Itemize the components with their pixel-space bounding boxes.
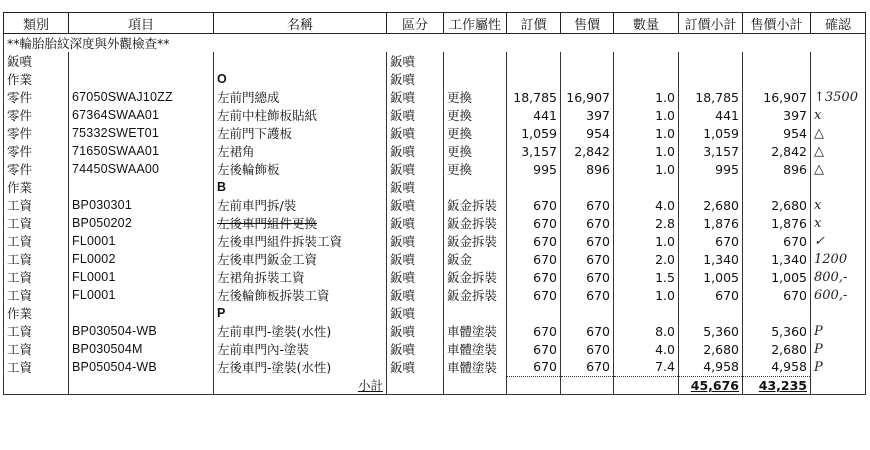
table-row <box>4 214 866 232</box>
row-sell-subtotal: 16,907 <box>743 88 811 106</box>
row-list-subtotal: 441 <box>679 106 743 124</box>
row-category: 作業 <box>4 178 69 196</box>
row-item-code: BP030504-WB <box>69 322 214 340</box>
row-name: 左後輪飾板 <box>214 160 387 178</box>
row-list-subtotal: 1,005 <box>679 268 743 286</box>
row-list-subtotal <box>679 52 743 70</box>
col-header-category: 類別 <box>4 13 69 34</box>
row-item-code: FL0002 <box>69 250 214 268</box>
row-sell-price: 397 <box>561 106 614 124</box>
row-sell-price: 670 <box>561 196 614 214</box>
row-confirm-mark: ↑3500 <box>811 88 866 106</box>
row-category: 零件 <box>4 106 69 124</box>
row-quantity: 4.0 <box>614 340 679 358</box>
row-list-subtotal: 4,958 <box>679 358 743 376</box>
row-list-subtotal: 1,876 <box>679 214 743 232</box>
row-list-price <box>507 52 561 70</box>
row-name: 左前中柱飾板貼紙 <box>214 106 387 124</box>
row-list-subtotal: 2,680 <box>679 196 743 214</box>
row-name: 左前車門拆/裝 <box>214 196 387 214</box>
row-work-attribute: 更換 <box>444 88 507 106</box>
row-sell-price: 670 <box>561 232 614 250</box>
row-confirm-mark: △ <box>811 142 866 160</box>
row-name: 左後車門-塗裝(水性) <box>214 358 387 376</box>
col-header-division: 區分 <box>387 13 444 34</box>
estimate-table <box>3 12 866 395</box>
row-name: P <box>214 304 387 322</box>
row-quantity: 1.0 <box>614 160 679 178</box>
row-division: 鈑噴 <box>387 70 444 88</box>
row-sell-subtotal <box>743 304 811 322</box>
row-quantity: 1.0 <box>614 286 679 304</box>
row-confirm-mark: P <box>811 322 866 340</box>
row-list-price: 670 <box>507 250 561 268</box>
row-sell-price: 954 <box>561 124 614 142</box>
row-division: 鈑噴 <box>387 52 444 70</box>
row-quantity <box>614 70 679 88</box>
row-confirm-mark: x <box>811 106 866 124</box>
row-division: 鈑噴 <box>387 232 444 250</box>
row-work-attribute: 鈑金拆裝 <box>444 286 507 304</box>
row-division: 鈑噴 <box>387 304 444 322</box>
row-list-subtotal <box>679 304 743 322</box>
row-sell-subtotal: 1,876 <box>743 214 811 232</box>
row-item-code: BP030504M <box>69 340 214 358</box>
row-list-subtotal: 1,059 <box>679 124 743 142</box>
row-name: 左後車門組件更換 <box>214 214 387 232</box>
row-quantity: 2.0 <box>614 250 679 268</box>
row-division: 鈑噴 <box>387 214 444 232</box>
table-row <box>4 124 866 142</box>
row-category: 作業 <box>4 70 69 88</box>
row-work-attribute: 更換 <box>444 124 507 142</box>
row-item-code: BP050504-WB <box>69 358 214 376</box>
row-work-attribute: 更換 <box>444 106 507 124</box>
row-category: 作業 <box>4 304 69 322</box>
row-division: 鈑噴 <box>387 178 444 196</box>
row-quantity: 8.0 <box>614 322 679 340</box>
row-work-attribute: 鈑金 <box>444 250 507 268</box>
table-row <box>4 160 866 178</box>
row-sell-price: 670 <box>561 250 614 268</box>
row-sell-price: 896 <box>561 160 614 178</box>
row-sell-subtotal: 1,005 <box>743 268 811 286</box>
row-item-code: FL0001 <box>69 286 214 304</box>
row-item-code <box>69 304 214 322</box>
row-item-code: FL0001 <box>69 268 214 286</box>
row-list-subtotal: 5,360 <box>679 322 743 340</box>
row-division: 鈑噴 <box>387 160 444 178</box>
list-price-total: 45,676 <box>679 376 743 395</box>
row-confirm-mark: x <box>811 196 866 214</box>
row-item-code <box>69 52 214 70</box>
table-row <box>4 340 866 358</box>
row-list-price: 670 <box>507 268 561 286</box>
row-list-subtotal: 18,785 <box>679 88 743 106</box>
row-list-price: 670 <box>507 232 561 250</box>
row-confirm-mark: △ <box>811 160 866 178</box>
row-name: 左前車門-塗裝(水性) <box>214 322 387 340</box>
row-list-subtotal: 670 <box>679 286 743 304</box>
row-work-attribute <box>444 178 507 196</box>
table-row <box>4 178 866 196</box>
row-quantity: 4.0 <box>614 196 679 214</box>
row-sell-price: 670 <box>561 214 614 232</box>
row-quantity: 1.0 <box>614 232 679 250</box>
row-list-price: 670 <box>507 322 561 340</box>
row-division: 鈑噴 <box>387 250 444 268</box>
row-category: 工資 <box>4 268 69 286</box>
row-quantity: 2.8 <box>614 214 679 232</box>
col-header-confirm: 確認 <box>811 13 866 34</box>
row-division: 鈑噴 <box>387 340 444 358</box>
row-sell-subtotal: 2,680 <box>743 340 811 358</box>
row-list-subtotal: 995 <box>679 160 743 178</box>
row-item-code: BP050202 <box>69 214 214 232</box>
row-sell-subtotal: 5,360 <box>743 322 811 340</box>
row-category: 工資 <box>4 340 69 358</box>
row-list-price: 3,157 <box>507 142 561 160</box>
row-category: 工資 <box>4 232 69 250</box>
table-row <box>4 70 866 88</box>
col-header-list-price: 訂價 <box>507 13 561 34</box>
row-name: 左後車門組件拆裝工資 <box>214 232 387 250</box>
inspection-banner: **輪胎胎紋深度與外觀檢查** <box>4 34 866 53</box>
row-name: 左裙角 <box>214 142 387 160</box>
row-category: 零件 <box>4 142 69 160</box>
row-item-code: 75332SWET01 <box>69 124 214 142</box>
subtotal-blank <box>4 376 69 395</box>
row-category: 工資 <box>4 250 69 268</box>
row-division: 鈑噴 <box>387 124 444 142</box>
row-confirm-mark <box>811 52 866 70</box>
subtotal-blank <box>811 376 866 395</box>
row-name: B <box>214 178 387 196</box>
estimate-sheet <box>3 12 865 430</box>
row-list-price <box>507 178 561 196</box>
row-work-attribute <box>444 304 507 322</box>
table-row <box>4 232 866 250</box>
row-quantity: 1.5 <box>614 268 679 286</box>
row-quantity: 1.0 <box>614 142 679 160</box>
row-sell-subtotal <box>743 70 811 88</box>
row-quantity: 1.0 <box>614 88 679 106</box>
col-header-sell-price: 售價 <box>561 13 614 34</box>
banner-row <box>4 34 866 53</box>
subtotal-blank <box>507 376 561 395</box>
row-item-code: 67050SWAJ10ZZ <box>69 88 214 106</box>
row-sell-subtotal: 397 <box>743 106 811 124</box>
row-list-price <box>507 70 561 88</box>
row-division: 鈑噴 <box>387 358 444 376</box>
col-header-work-attribute: 工作屬性 <box>444 13 507 34</box>
row-confirm-mark: P <box>811 340 866 358</box>
row-item-code: BP030301 <box>69 196 214 214</box>
table-row <box>4 142 866 160</box>
row-work-attribute: 鈑金拆裝 <box>444 214 507 232</box>
row-division: 鈑噴 <box>387 88 444 106</box>
row-item-code <box>69 70 214 88</box>
col-header-item: 項目 <box>69 13 214 34</box>
row-category: 零件 <box>4 124 69 142</box>
row-sell-price: 16,907 <box>561 88 614 106</box>
subtotal-row <box>4 376 866 395</box>
subtotal-blank <box>69 376 214 395</box>
row-sell-subtotal: 670 <box>743 232 811 250</box>
row-list-price: 441 <box>507 106 561 124</box>
row-work-attribute: 車體塗裝 <box>444 340 507 358</box>
row-category: 工資 <box>4 214 69 232</box>
row-list-price: 670 <box>507 196 561 214</box>
row-work-attribute <box>444 52 507 70</box>
row-list-price: 995 <box>507 160 561 178</box>
row-sell-subtotal: 670 <box>743 286 811 304</box>
row-work-attribute: 鈑金拆裝 <box>444 268 507 286</box>
row-sell-price <box>561 52 614 70</box>
row-list-subtotal <box>679 70 743 88</box>
row-confirm-mark: △ <box>811 124 866 142</box>
row-sell-price: 670 <box>561 286 614 304</box>
row-sell-subtotal: 954 <box>743 124 811 142</box>
row-category: 零件 <box>4 160 69 178</box>
row-item-code <box>69 178 214 196</box>
row-name: 左後輪飾板拆裝工資 <box>214 286 387 304</box>
row-confirm-mark <box>811 178 866 196</box>
row-division: 鈑噴 <box>387 142 444 160</box>
row-sell-subtotal: 1,340 <box>743 250 811 268</box>
row-category: 工資 <box>4 196 69 214</box>
row-confirm-mark: P <box>811 358 866 376</box>
row-confirm-mark: 1200 <box>811 250 866 268</box>
row-confirm-mark <box>811 70 866 88</box>
row-sell-price: 670 <box>561 340 614 358</box>
row-item-code: 67364SWAA01 <box>69 106 214 124</box>
row-quantity <box>614 52 679 70</box>
subtotal-label: 小計 <box>214 376 387 395</box>
table-row <box>4 358 866 376</box>
col-header-name: 名稱 <box>214 13 387 34</box>
row-list-price: 18,785 <box>507 88 561 106</box>
row-list-subtotal <box>679 178 743 196</box>
table-row <box>4 304 866 322</box>
row-confirm-mark: 600,- <box>811 286 866 304</box>
table-row <box>4 106 866 124</box>
row-sell-price <box>561 70 614 88</box>
row-work-attribute: 車體塗裝 <box>444 322 507 340</box>
table-row <box>4 250 866 268</box>
row-name: 左前車門內-塗裝 <box>214 340 387 358</box>
row-list-price: 1,059 <box>507 124 561 142</box>
row-list-subtotal: 3,157 <box>679 142 743 160</box>
row-confirm-mark: 800,- <box>811 268 866 286</box>
row-item-code: 71650SWAA01 <box>69 142 214 160</box>
row-sell-subtotal <box>743 178 811 196</box>
row-quantity: 1.0 <box>614 106 679 124</box>
row-work-attribute <box>444 70 507 88</box>
row-list-subtotal: 2,680 <box>679 340 743 358</box>
row-division: 鈑噴 <box>387 286 444 304</box>
row-confirm-mark: x <box>811 214 866 232</box>
row-sell-subtotal <box>743 52 811 70</box>
row-sell-price: 2,842 <box>561 142 614 160</box>
row-division: 鈑噴 <box>387 268 444 286</box>
row-name <box>214 52 387 70</box>
row-confirm-mark <box>811 304 866 322</box>
row-sell-price <box>561 178 614 196</box>
row-list-price: 670 <box>507 286 561 304</box>
row-sell-subtotal: 2,680 <box>743 196 811 214</box>
subtotal-blank <box>614 376 679 395</box>
row-sell-price <box>561 304 614 322</box>
sell-price-total: 43,235 <box>743 376 811 395</box>
row-work-attribute: 鈑金拆裝 <box>444 232 507 250</box>
subtotal-blank <box>561 376 614 395</box>
row-division: 鈑噴 <box>387 322 444 340</box>
row-confirm-mark: ✓ <box>811 232 866 250</box>
col-header-quantity: 數量 <box>614 13 679 34</box>
row-category: 零件 <box>4 88 69 106</box>
table-row <box>4 322 866 340</box>
row-work-attribute: 更換 <box>444 160 507 178</box>
row-sell-price: 670 <box>561 322 614 340</box>
row-category: 工資 <box>4 358 69 376</box>
row-quantity <box>614 178 679 196</box>
row-list-subtotal: 1,340 <box>679 250 743 268</box>
row-name: O <box>214 70 387 88</box>
col-header-list-subtotal: 訂價小計 <box>679 13 743 34</box>
row-list-subtotal: 670 <box>679 232 743 250</box>
table-row <box>4 52 866 70</box>
row-work-attribute: 車體塗裝 <box>444 358 507 376</box>
row-item-code: 74450SWAA00 <box>69 160 214 178</box>
row-list-price: 670 <box>507 358 561 376</box>
row-list-price: 670 <box>507 340 561 358</box>
row-sell-subtotal: 4,958 <box>743 358 811 376</box>
row-sell-subtotal: 2,842 <box>743 142 811 160</box>
row-division: 鈑噴 <box>387 196 444 214</box>
row-name: 左裙角拆裝工資 <box>214 268 387 286</box>
row-division: 鈑噴 <box>387 106 444 124</box>
row-sell-price: 670 <box>561 358 614 376</box>
row-name: 左後車門鈑金工資 <box>214 250 387 268</box>
row-list-price <box>507 304 561 322</box>
row-quantity: 7.4 <box>614 358 679 376</box>
subtotal-blank <box>387 376 444 395</box>
row-list-price: 670 <box>507 214 561 232</box>
row-work-attribute: 鈑金拆裝 <box>444 196 507 214</box>
table-row <box>4 286 866 304</box>
col-header-sell-subtotal: 售價小計 <box>743 13 811 34</box>
row-sell-price: 670 <box>561 268 614 286</box>
row-item-code: FL0001 <box>69 232 214 250</box>
table-row <box>4 88 866 106</box>
row-name: 左前門下護板 <box>214 124 387 142</box>
table-row <box>4 196 866 214</box>
row-category: 工資 <box>4 286 69 304</box>
row-work-attribute: 更換 <box>444 142 507 160</box>
subtotal-blank <box>444 376 507 395</box>
row-category: 工資 <box>4 322 69 340</box>
row-quantity <box>614 304 679 322</box>
row-category: 鈑噴 <box>4 52 69 70</box>
table-row <box>4 268 866 286</box>
row-quantity: 1.0 <box>614 124 679 142</box>
row-name: 左前門總成 <box>214 88 387 106</box>
header-row <box>4 13 866 34</box>
row-sell-subtotal: 896 <box>743 160 811 178</box>
